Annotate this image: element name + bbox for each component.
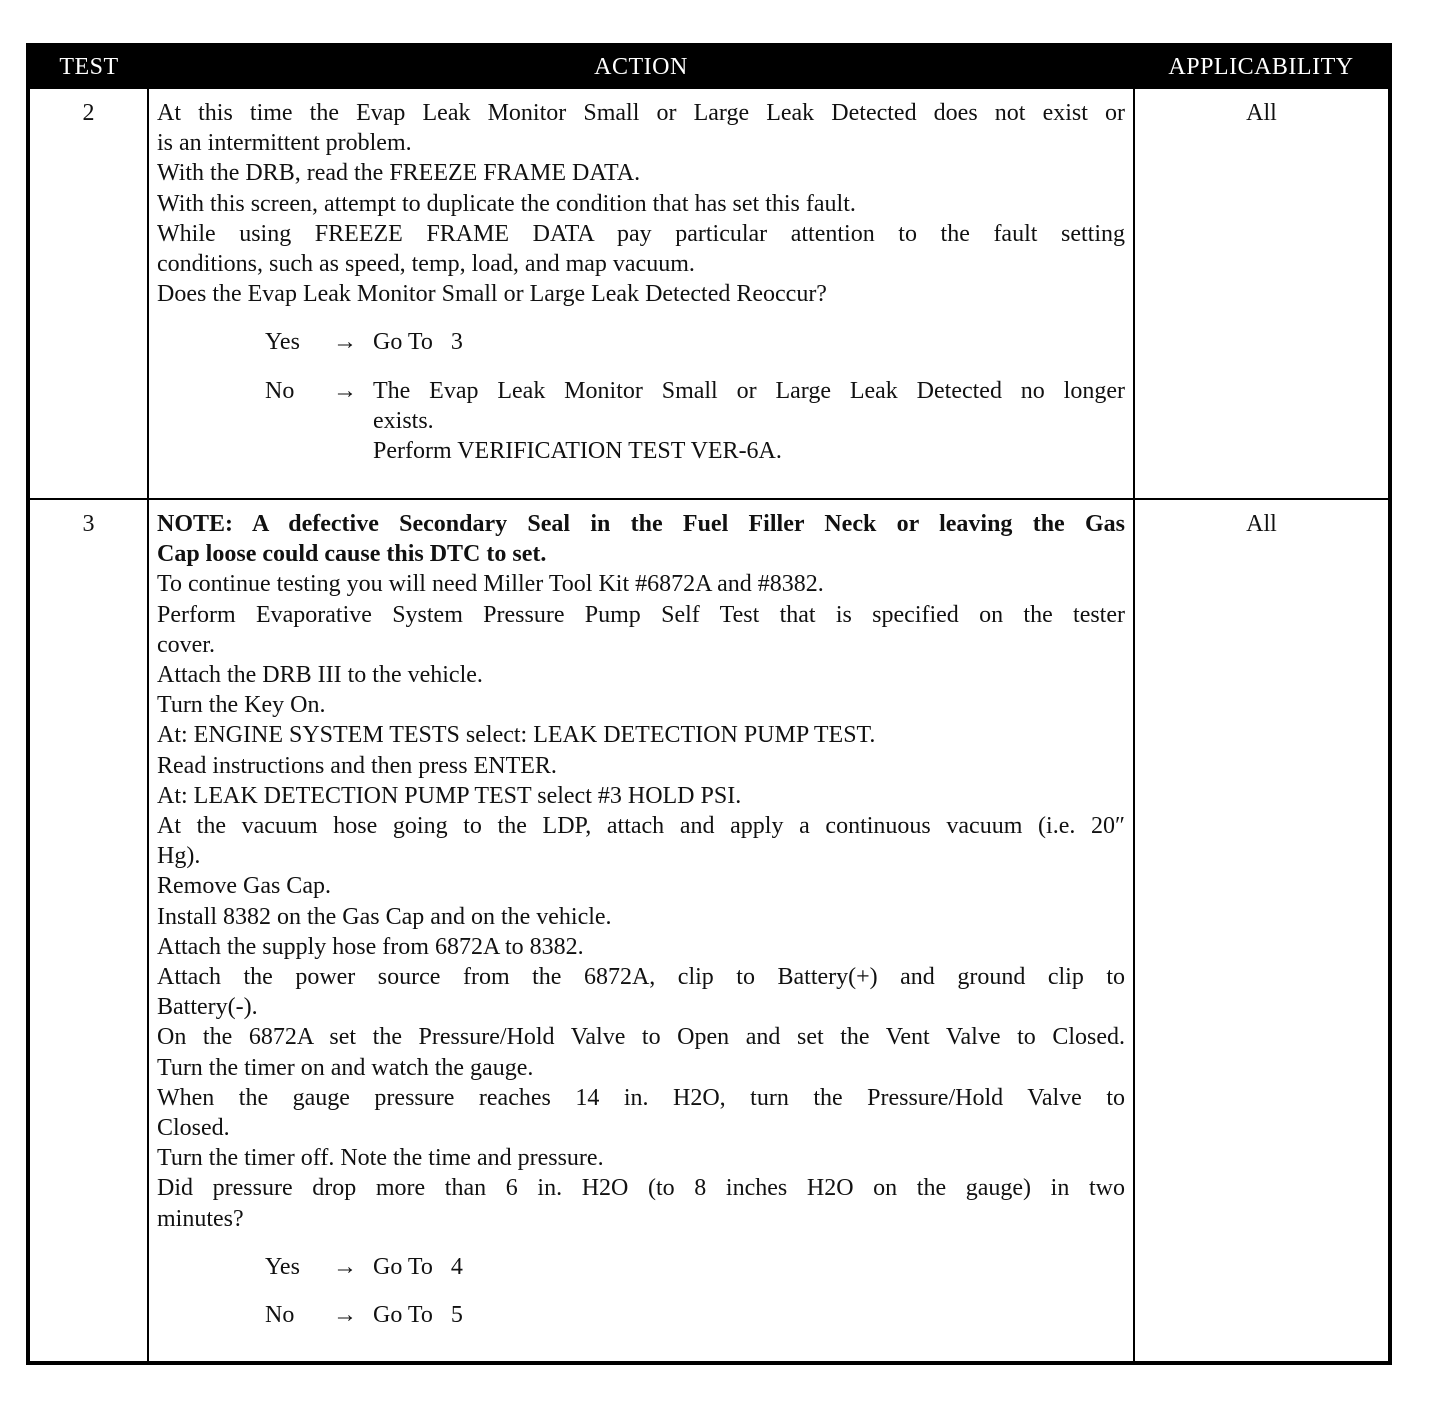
branch-no xyxy=(265,1300,1125,1330)
header-action: ACTION xyxy=(148,45,1134,88)
branch-no xyxy=(265,376,1125,467)
table-row xyxy=(28,499,1390,1363)
action-line: minutes? xyxy=(157,1205,244,1232)
action-line: To continue testing you will need Miller Tool Kit #6872A and #8382. xyxy=(157,571,824,598)
action-line: At this time the Evap Leak Monitor Small or Large Leak Detected does not exist or xyxy=(157,100,1125,126)
action-line: With the DRB, read the FREEZE FRAME DATA. xyxy=(157,160,641,187)
action-line: At the vacuum hose going to the LDP, attach and apply a continuous vacuum (i.e. 20″ xyxy=(157,813,1125,840)
action-line: At: ENGINE SYSTEM TESTS select: LEAK DETECTION PUMP TEST. xyxy=(157,722,876,749)
table-row xyxy=(28,88,1390,499)
action-line: Attach the supply hose from 6872A to 8382. xyxy=(157,933,584,960)
branch-answer: No xyxy=(265,377,295,404)
branch-result-line: Go To 3 xyxy=(373,329,463,356)
action-line: Battery(-). xyxy=(157,994,258,1021)
branch-result xyxy=(373,376,1125,467)
action-line: Did pressure drop more than 6 in. H2O (to 8 inches H2O on the gauge) in two xyxy=(157,1175,1125,1202)
action-line: Remove Gas Cap. xyxy=(157,873,331,900)
action-line: Hg). xyxy=(157,843,201,870)
action-line: is an intermittent problem. xyxy=(157,130,412,157)
arrow-right-icon: → xyxy=(333,1302,357,1329)
action-line: While using FREEZE FRAME DATA pay particular attention to the fault setting xyxy=(157,220,1125,247)
note-line: Cap loose could cause this DTC to set. xyxy=(157,541,547,568)
action-cell xyxy=(148,88,1134,499)
branch-result xyxy=(373,1252,1125,1282)
action-line: Read instructions and then press ENTER. xyxy=(157,752,557,779)
diagnostic-test-table xyxy=(26,43,1392,1365)
branch-result xyxy=(373,327,1125,357)
header-applicability: APPLICABILITY xyxy=(1134,45,1390,88)
branch-result-line: Perform VERIFICATION TEST VER-6A. xyxy=(373,438,782,465)
action-line: Closed. xyxy=(157,1115,230,1142)
branch-answer: No xyxy=(265,1302,295,1329)
action-line: With this screen, attempt to duplicate the condition that has set this fault. xyxy=(157,190,856,217)
applicability-value: All xyxy=(1134,499,1390,1363)
branch-result-line: exists. xyxy=(373,407,434,434)
table-header-row xyxy=(28,45,1390,88)
action-line: Turn the timer on and watch the gauge. xyxy=(157,1054,534,1081)
test-number: 2 xyxy=(28,88,148,499)
applicability-value: All xyxy=(1134,88,1390,499)
arrow-right-icon: → xyxy=(333,329,357,356)
branch-result xyxy=(373,1300,1125,1330)
action-line: On the 6872A set the Pressure/Hold Valve to Open and set the Vent Valve to Closed. xyxy=(157,1024,1125,1051)
branch-answer: Yes xyxy=(265,329,300,356)
action-line: conditions, such as speed, temp, load, and map vacuum. xyxy=(157,251,695,278)
action-line: Turn the timer off. Note the time and pressure. xyxy=(157,1145,604,1172)
action-line: Attach the DRB III to the vehicle. xyxy=(157,662,483,689)
note-line: NOTE: A defective Secondary Seal in the Fuel Filler Neck or leaving the Gas xyxy=(157,511,1125,537)
arrow-right-icon: → xyxy=(333,377,357,404)
action-line: cover. xyxy=(157,631,215,658)
branch-result-line: The Evap Leak Monitor Small or Large Leak Detected no longer xyxy=(373,377,1125,404)
branch-yes xyxy=(265,327,1125,357)
action-line: Does the Evap Leak Monitor Small or Large Leak Detected Reoccur? xyxy=(157,281,827,308)
action-line: Attach the power source from the 6872A, clip to Battery(+) and ground clip to xyxy=(157,964,1125,991)
arrow-right-icon: → xyxy=(333,1253,357,1280)
branch-answer: Yes xyxy=(265,1253,300,1280)
header-test: TEST xyxy=(28,45,148,88)
action-cell xyxy=(148,499,1134,1363)
branch-result-line: Go To 5 xyxy=(373,1302,463,1329)
action-line: Install 8382 on the Gas Cap and on the vehicle. xyxy=(157,903,612,930)
branch-result-line: Go To 4 xyxy=(373,1253,463,1280)
action-line: At: LEAK DETECTION PUMP TEST select #3 HOLD PSI. xyxy=(157,782,742,809)
action-line: When the gauge pressure reaches 14 in. H2O, turn the Pressure/Hold Valve to xyxy=(157,1084,1125,1111)
action-line: Perform Evaporative System Pressure Pump Self Test that is specified on the tester xyxy=(157,601,1125,628)
test-number: 3 xyxy=(28,499,148,1363)
branch-yes xyxy=(265,1252,1125,1282)
action-line: Turn the Key On. xyxy=(157,692,326,719)
